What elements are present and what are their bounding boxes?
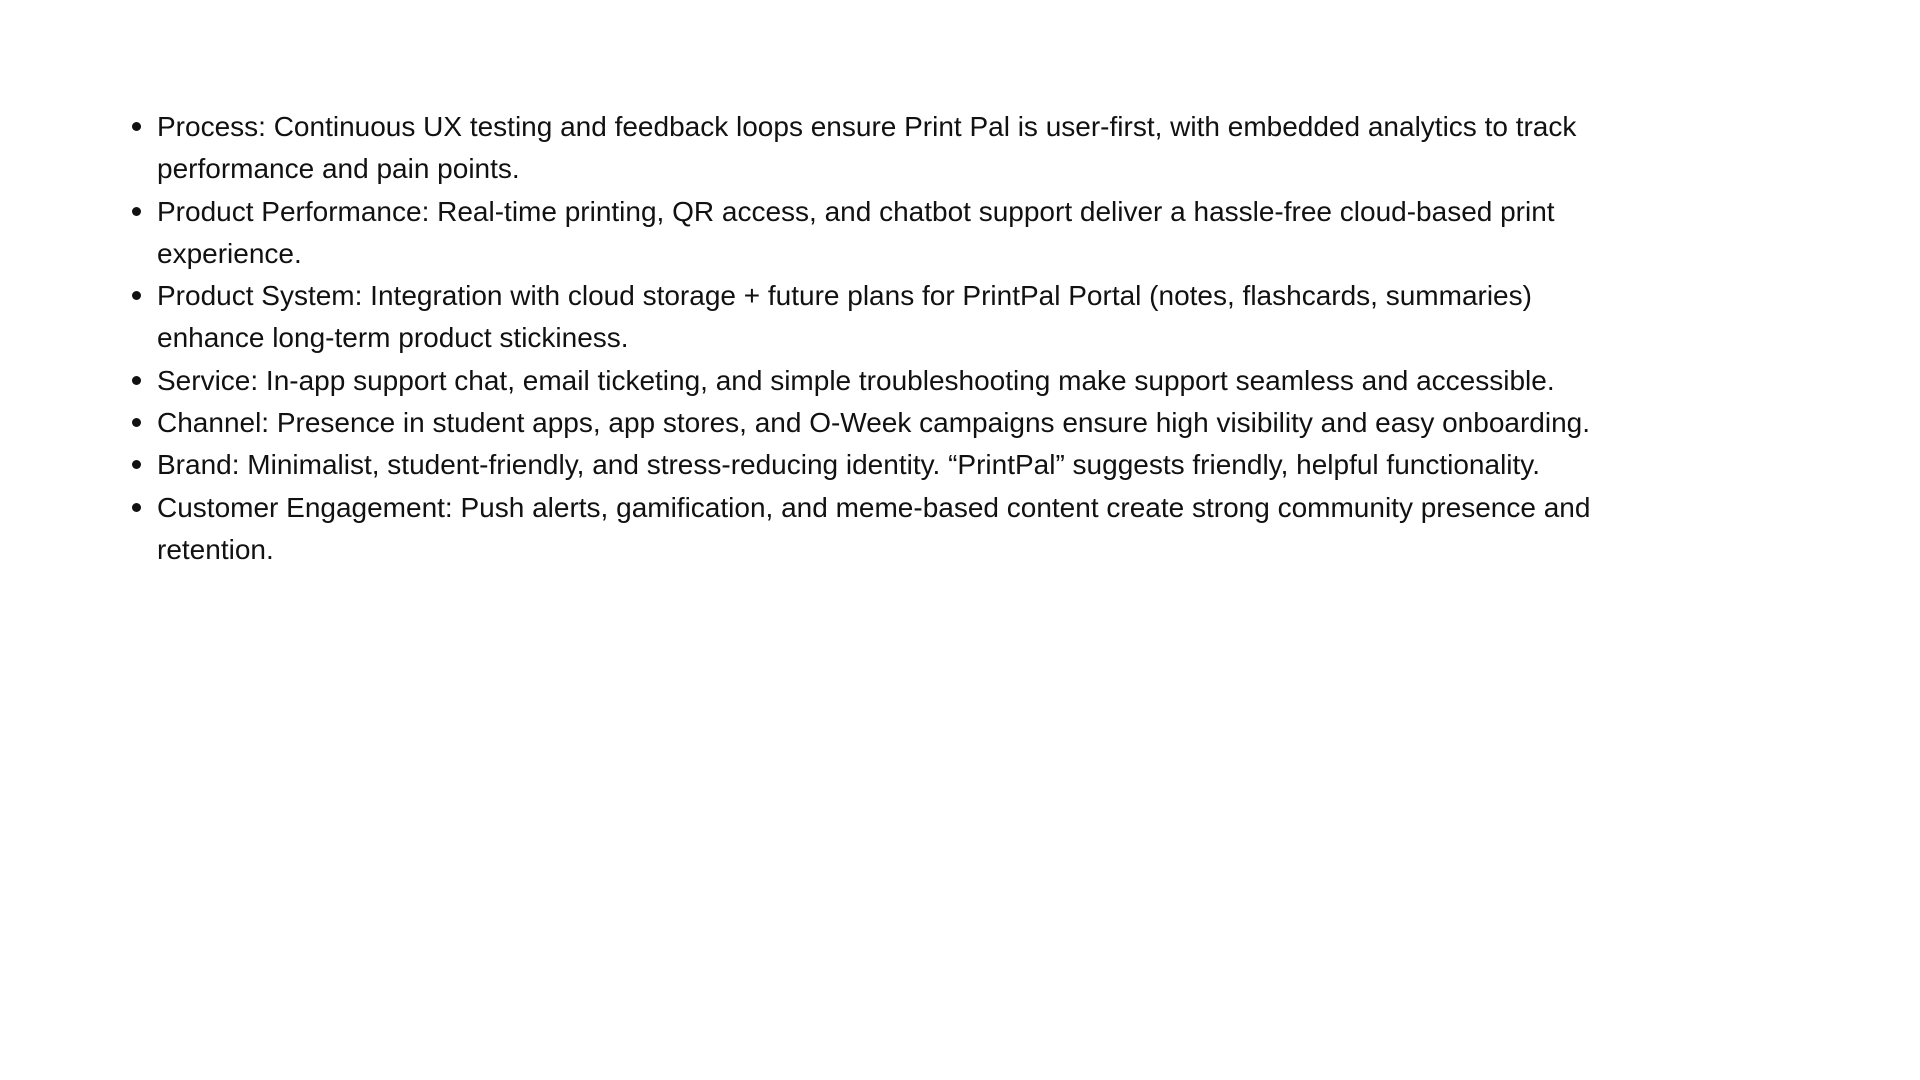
bullet-dot-icon bbox=[132, 207, 141, 216]
bullet-text: Service: In-app support chat, email ticketing, and simple troubleshooting make support seamless and accessible. bbox=[157, 364, 1555, 396]
bullet-item-process bbox=[121, 106, 1641, 191]
bullet-dot-icon bbox=[132, 122, 141, 131]
bullet-item-service bbox=[121, 360, 1641, 402]
bullet-list bbox=[121, 106, 1641, 571]
bullet-text: Product Performance: Real-time printing, QR access, and chatbot support deliver a hassle-free cloud-based print experience. bbox=[157, 195, 1555, 269]
bullet-dot-icon bbox=[132, 503, 141, 512]
bullet-dot-icon bbox=[132, 418, 141, 427]
bullet-item-product-performance bbox=[121, 191, 1641, 276]
bullet-text: Channel: Presence in student apps, app stores, and O-Week campaigns ensure high visibility and easy onboarding. bbox=[157, 407, 1591, 439]
bullet-dot-icon bbox=[132, 291, 141, 300]
bullet-text: Process: Continuous UX testing and feedback loops ensure Print Pal is user-first, with embedded analytics to track performance and pain points. bbox=[157, 111, 1577, 185]
bullet-dot-icon bbox=[132, 460, 141, 469]
bullet-item-customer-engagement bbox=[121, 487, 1641, 572]
bullet-item-product-system bbox=[121, 275, 1641, 360]
bullet-item-channel bbox=[121, 402, 1641, 444]
bullet-text: Customer Engagement: Push alerts, gamification, and meme-based content create strong community presence and retention. bbox=[157, 491, 1591, 565]
bullet-text: Product System: Integration with cloud storage + future plans for PrintPal Portal (notes, flashcards, summaries) enhance long-term product stickiness. bbox=[157, 280, 1532, 354]
bullet-text: Brand: Minimalist, student-friendly, and stress-reducing identity. “PrintPal” suggests friendly, helpful functionality. bbox=[157, 449, 1540, 481]
bullet-dot-icon bbox=[132, 376, 141, 385]
bullet-item-brand bbox=[121, 444, 1641, 486]
